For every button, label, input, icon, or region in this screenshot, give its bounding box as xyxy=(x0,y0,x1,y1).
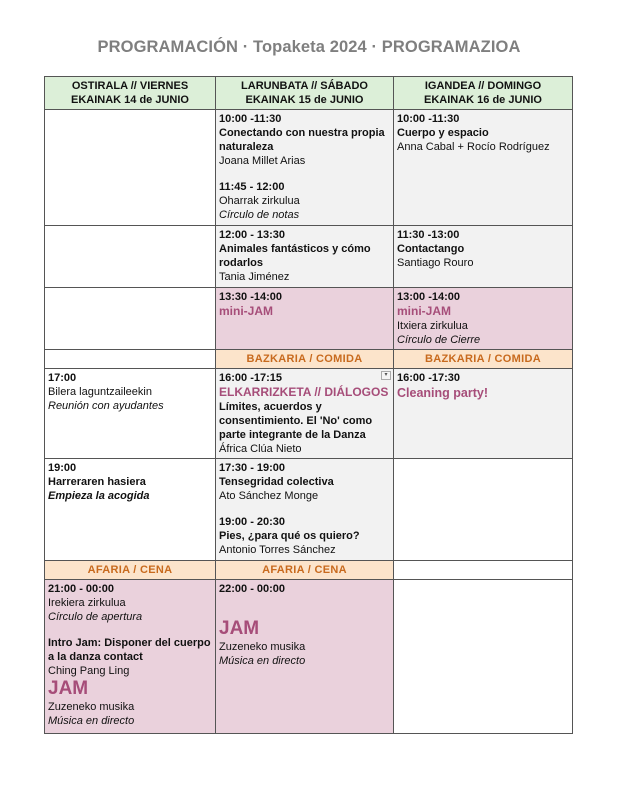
session-title: Tensegridad colectiva xyxy=(219,476,334,488)
session-time: 19:00 xyxy=(48,462,77,474)
session-cell xyxy=(216,580,394,734)
day-header-saturday xyxy=(216,77,394,110)
session-cell xyxy=(45,580,216,734)
schedule-table xyxy=(44,76,573,734)
session-title-es: Empieza la acogida xyxy=(48,490,150,502)
session-title: JAM xyxy=(48,678,89,699)
session-desc-es: Música en directo xyxy=(48,715,135,727)
session-time: 17:00 xyxy=(48,372,77,384)
header-row xyxy=(45,77,573,110)
session-cell xyxy=(45,369,216,459)
day-header-sunday xyxy=(394,77,573,110)
session-time: 13:00 -14:00 xyxy=(397,291,460,303)
day-header-friday xyxy=(45,77,216,110)
session-title: ELKARRIZKETA // DIÁLOGOS xyxy=(219,385,389,399)
schedule-row xyxy=(45,110,573,226)
empty-cell xyxy=(45,110,216,226)
session-time: 11:30 -13:00 xyxy=(397,229,460,241)
session-person: Ato Sánchez Monge xyxy=(219,490,319,502)
session-time: 16:00 -17:15 xyxy=(219,372,282,384)
session-desc: Zuzeneko musika xyxy=(48,701,135,713)
session-time: 13:30 -14:00 xyxy=(219,291,282,303)
session-person: Anna Cabal + Rocío Rodríguez xyxy=(397,141,550,153)
meal-label: AFARIA / CENA xyxy=(45,561,216,580)
schedule-row xyxy=(45,226,573,288)
session-person: Antonio Torres Sánchez xyxy=(219,544,336,556)
session-person: Ching Pang Ling xyxy=(48,665,130,677)
session-subtitle: Límites, acuerdos y consentimiento. El 'No' como parte integrante de la Danza xyxy=(219,401,373,441)
session-cell xyxy=(216,459,394,561)
session-desc-es: Música en directo xyxy=(219,655,306,667)
session-time: 22:00 - 00:00 xyxy=(219,583,286,595)
session-desc: Itxiera zirkulua xyxy=(397,320,468,332)
session-title: Pies, ¿para qué os quiero? xyxy=(219,530,360,542)
session-cell xyxy=(394,288,573,350)
session-time: 10:00 -11:30 xyxy=(397,113,460,125)
session-cell xyxy=(216,226,394,288)
session-title: mini-JAM xyxy=(219,304,273,318)
day-name: LARUNBATA // SÁBADO xyxy=(241,80,368,92)
schedule-row xyxy=(45,288,573,350)
meal-label: BAZKARIA / COMIDA xyxy=(216,350,394,369)
chevron-down-icon[interactable]: ▾ xyxy=(381,371,391,380)
session-title: Intro Jam: Disponer del cuerpo a la danza contact xyxy=(48,637,211,663)
session-desc-es: Círculo de notas xyxy=(219,209,300,221)
session-time: 10:00 -11:30 xyxy=(219,113,282,125)
session-title: Harreraren hasiera xyxy=(48,476,146,488)
meal-label: BAZKARIA / COMIDA xyxy=(394,350,573,369)
session-desc: Zuzeneko musika xyxy=(219,641,306,653)
session-time: 11:45 - 12:00 xyxy=(219,181,285,193)
schedule-row xyxy=(45,580,573,734)
empty-cell xyxy=(45,350,216,369)
session-cell xyxy=(394,110,573,226)
session-cell xyxy=(394,369,573,459)
session-title: Cuerpo y espacio xyxy=(397,127,489,139)
page-title: PROGRAMACIÓN · Topaketa 2024 · PROGRAMAZIOA xyxy=(97,38,521,56)
session-title: JAM xyxy=(219,618,260,639)
session-cell xyxy=(216,288,394,350)
session-person: Joana Millet Arias xyxy=(219,155,306,167)
session-cell xyxy=(394,226,573,288)
day-date: EKAINAK 15 de JUNIO xyxy=(245,94,364,106)
session-title: Cleaning party! xyxy=(397,386,488,400)
schedule-row xyxy=(45,369,573,459)
session-desc-es: Círculo de apertura xyxy=(48,611,143,623)
day-name: OSTIRALA // VIERNES xyxy=(71,80,189,92)
empty-cell xyxy=(394,580,573,734)
session-title: Contactango xyxy=(397,243,465,255)
session-person: Tania Jiménez xyxy=(219,271,290,283)
day-date: EKAINAK 14 de JUNIO xyxy=(71,94,189,106)
session-desc-es: Círculo de Cierre xyxy=(397,334,481,346)
empty-cell xyxy=(45,226,216,288)
session-title: Conectando con nuestra propia naturaleza xyxy=(219,127,385,153)
session-desc: Irekiera zirkulua xyxy=(48,597,126,609)
session-desc: Bilera laguntzaileekin xyxy=(48,386,152,398)
session-title: mini-JAM xyxy=(397,304,451,318)
session-time: 21:00 - 00:00 xyxy=(48,583,115,595)
day-name: IGANDEA // DOMINGO xyxy=(424,80,542,92)
empty-cell xyxy=(45,288,216,350)
schedule-row xyxy=(45,459,573,561)
session-desc: Oharrak zirkulua xyxy=(219,195,300,207)
session-time: 12:00 - 13:30 xyxy=(219,229,286,241)
session-desc-es: Reunión con ayudantes xyxy=(48,400,164,412)
session-person: África Clúa Nieto xyxy=(219,443,302,455)
meal-row xyxy=(45,350,573,369)
empty-cell xyxy=(394,459,573,561)
session-time: 16:00 -17:30 xyxy=(397,372,460,384)
day-date: EKAINAK 16 de JUNIO xyxy=(424,94,542,106)
session-cell xyxy=(216,110,394,226)
session-title: Animales fantásticos y cómo rodarlos xyxy=(219,243,371,269)
session-cell xyxy=(45,459,216,561)
empty-cell xyxy=(394,561,573,580)
meal-row xyxy=(45,561,573,580)
meal-label: AFARIA / CENA xyxy=(216,561,394,580)
session-person: Santiago Rouro xyxy=(397,257,474,269)
session-cell xyxy=(216,369,394,459)
session-time: 17:30 - 19:00 xyxy=(219,462,286,474)
session-time: 19:00 - 20:30 xyxy=(219,516,286,528)
